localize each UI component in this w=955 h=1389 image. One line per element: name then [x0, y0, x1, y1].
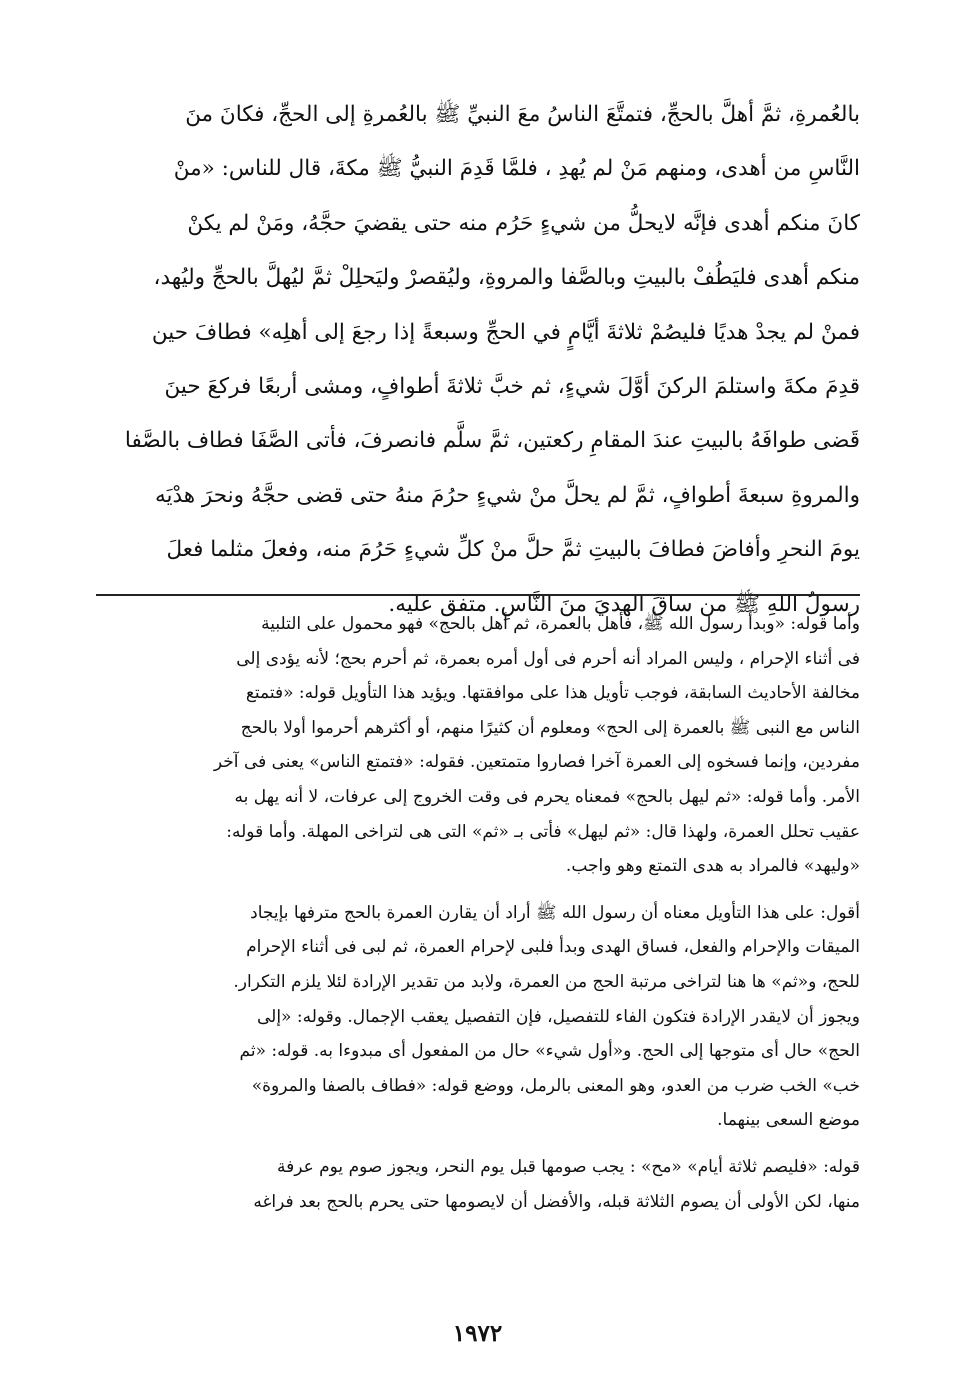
commentary-paragraph: [96, 1150, 860, 1219]
hadith-line: والمروةِ سبعةَ أطوافٍ، ثمَّ لم يحلَّ منْ شيءٍ حرُمَ منهُ حتى قضى حجَّهُ ونحرَ هدْيَه: [154, 482, 860, 508]
commentary-line: فى أثناء الإحرام ، وليس المراد أنه أحرم فى أول أمره بعمرة، ثم أحرم بحج؛ لأنه يؤدى إلى: [236, 648, 860, 669]
hadith-text: [96, 88, 860, 632]
hadith-line: قدِمَ مكةَ واستلمَ الركنَ أوَّلَ شيءٍ، ثم خبَّ ثلاثةَ أطوافٍ، ومشى أربعًا فركعَ حينَ: [164, 373, 860, 399]
hadith-line: قَضى طوافَهُ بالبيتِ عندَ المقامِ ركعتين، ثمَّ سلَّم فانصرفَ، فأتى الصَّفَا فطاف بالصَّفا: [124, 428, 860, 454]
commentary-paragraph: [96, 896, 860, 1138]
commentary-line: الأمر. وأما قوله: «ثم ليهل بالحج» فمعناه يحرم فى وقت الخروج إلى عرفات، لا أنه يهل به: [234, 786, 860, 807]
commentary-line: الميقات والإحرام والفعل، فساق الهدى وبدأ فلبى لإحرام العمرة، ثم لبى فى أثناء الإحرام: [246, 937, 860, 958]
commentary-line: الحج» حال أى متوجها إلى الحج. و«أول شيء» حال من المفعول أى مبدوءا به. قوله: «ثم: [239, 1041, 860, 1062]
commentary-line: مخالفة الأحاديث السابقة، فوجب تأويل هذا على موافقتها. ويؤيد هذا التأويل قوله: «فتمتع: [245, 683, 860, 704]
commentary-line: قوله: «فليصم ثلاثة أيام» «مح» : يجب صومها قبل يوم النحر، ويجوز صوم يوم عرفة: [276, 1156, 860, 1177]
commentary-line: للحج، و«ثم» ها هنا لتراخى مرتبة الحج من العمرة، ولابد من تقدير الإرادة لئلا يلزم التكرار.: [233, 971, 860, 992]
commentary-line: وأما قوله: «وبدأ رسول الله ﷺ، فأهل بالعمرة، ثم أهل بالحج» فهو محمول على التلبية: [261, 614, 860, 634]
commentary-section: [96, 607, 860, 1231]
commentary-line: خب» الخب ضرب من العدو، وهو المعنى بالرمل، ووضع قوله: «فطاف بالصفا والمروة»: [251, 1075, 860, 1096]
commentary-line: أقول: على هذا التأويل معناه أن رسول الله ﷺ أراد أن يقارن العمرة بالحج مترفها بإيجاد: [250, 902, 860, 923]
hadith-line: منكم أهدى فليَطُفْ بالبيتِ وبالصَّفا والمروةِ، وليُقصرْ وليَحلِلْ ثمَّ ليُهلَّ بالحجِّ وليُهد،: [153, 265, 860, 291]
commentary-line: عقيب تحلل العمرة، ولهذا قال: «ثم ليهل» فأتى بـ «ثم» التى هى لتراخى المهلة. وأما قوله:: [226, 821, 860, 842]
commentary-line: «وليهد» فالمراد به هدى التمتع وهو واجب.: [565, 856, 860, 877]
hadith-line: بالعُمرةِ، ثمَّ أهلَّ بالحجِّ، فتمتَّعَ الناسُ معَ النبيِّ ﷺ بالعُمرةِ إلى الحجِّ، فكانَ منَ: [185, 102, 860, 127]
section-divider: [96, 594, 860, 596]
commentary-line: ويجوز أن لايقدر الإرادة فتكون الفاء للتفصيل، فإن التفصيل يعقب الإجمال. وقوله: «إلى: [256, 1006, 860, 1027]
commentary-line: موضع السعى بينهما.: [717, 1110, 860, 1131]
hadith-line: رسولُ اللهِ ﷺ من ساقَ الهديَ منَ النَّاسِ. متفق عليه.: [388, 591, 860, 617]
commentary-paragraph: [96, 607, 860, 884]
hadith-line: كانَ منكم أهدى فإنَّه لايحلُّ من شيءٍ حَرُم منه حتى يقضيَ حجَّهُ، ومَنْ لم يكنْ: [187, 210, 860, 236]
commentary-line: منها، لكن الأولى أن يصوم الثلاثة قبله، والأفضل أن لايصومها حتى يحرم بالحج بعد فراغه: [253, 1191, 860, 1212]
commentary-line: الناس مع النبى ﷺ بالعمرة إلى الحج» ومعلوم أن كثيرًا منهم، أو أكثرهم أحرموا أولا بالحج: [240, 717, 860, 738]
hadith-line: النَّاسِ من أهدى، ومنهم مَنْ لم يُهدِ ، فلمَّا قَدِمَ النبيُّ ﷺ مكةَ، قال للناس: «منْ: [173, 156, 860, 182]
page-number: ١٩٧٢: [452, 1320, 503, 1347]
commentary-line: مفردين، وإنما فسخوه إلى العمرة آخرا فصاروا متمتعين. فقوله: «فتمتع الناس» يعنى فى آخر: [213, 752, 860, 773]
hadith-line: يومَ النحرِ وأفاضَ فطافَ بالبيتِ ثمَّ حلَّ منْ كلِّ شيءٍ حَرُمَ منه، وفعلَ مثلما فعلَ: [166, 537, 860, 563]
hadith-line: فمنْ لم يجدْ هديًا فليصُمْ ثلاثةَ أيَّامٍ في الحجِّ وسبعةً إذا رجعَ إلى أهلِه» فطافَ حين: [151, 319, 860, 345]
